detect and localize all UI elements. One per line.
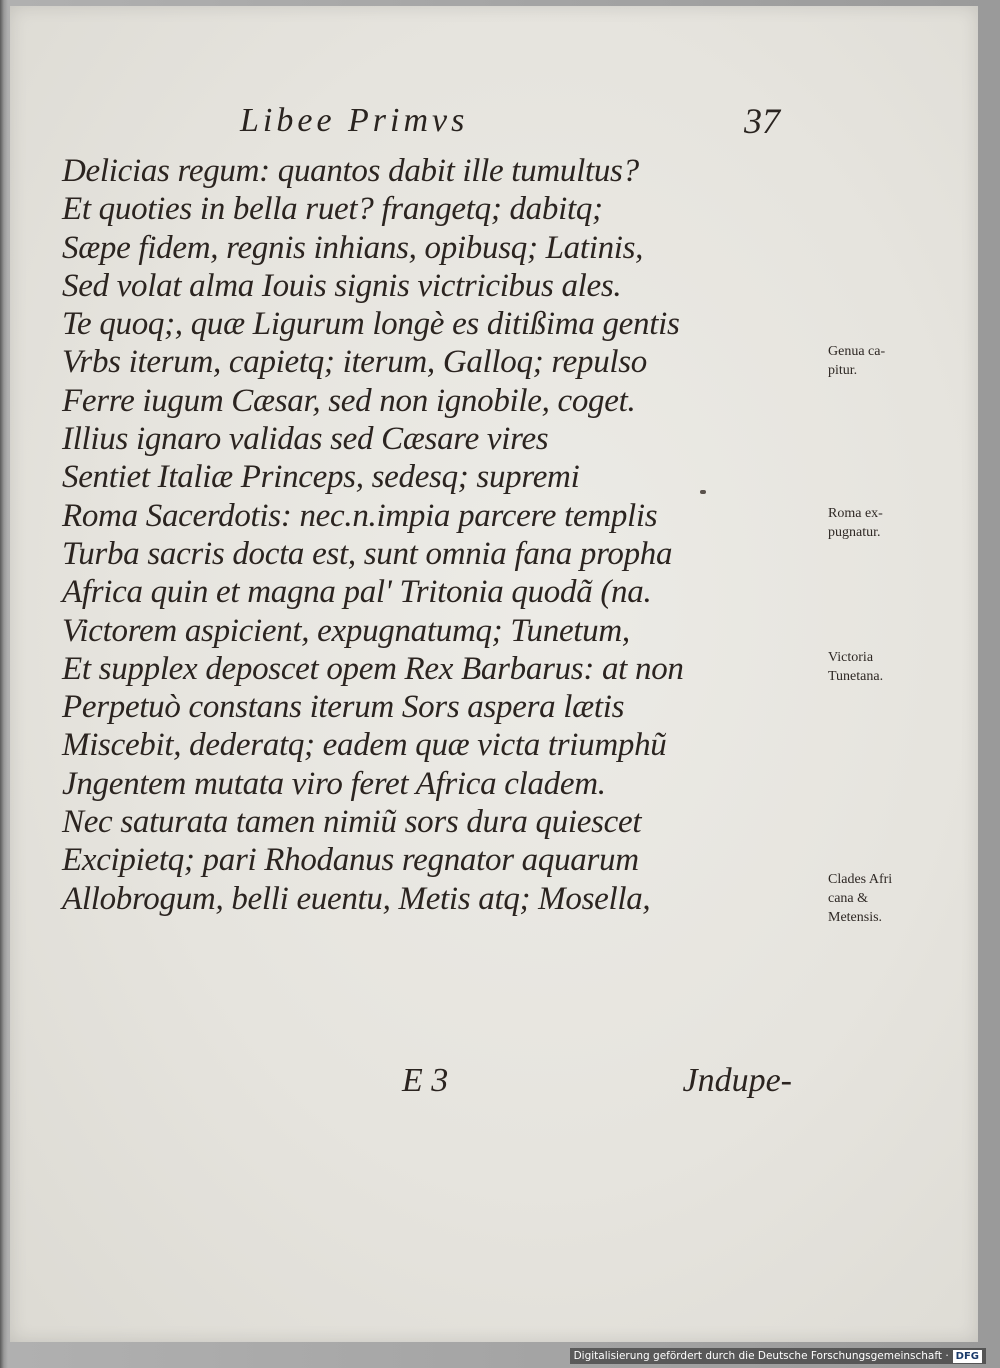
note-line: pugnatur. <box>828 525 881 540</box>
note-line: Victoria <box>828 650 874 665</box>
verse-line: Excipietq; pari Rhodanus regnator aquarum <box>62 842 639 879</box>
verse-line: Te quoq;, quæ Ligurum longè es ditißima gentis <box>62 306 680 343</box>
catchword: Jndupe- <box>682 1062 792 1099</box>
note-line: Genua ca- <box>828 344 886 359</box>
verse-line: Nec saturata tamen nimiũ sors dura quiescet <box>62 804 642 841</box>
note-line: Clades Afri <box>828 872 893 887</box>
dfg-credit-bar <box>570 1348 986 1364</box>
page-footer <box>62 1062 792 1112</box>
verse-line: Et quoties in bella ruet? frangetq; dabitq; <box>62 191 603 228</box>
dfg-logo-icon: DFG <box>953 1350 982 1363</box>
verse-line: Miscebit, dederatq; eadem quæ victa triumphũ <box>62 727 667 764</box>
verse-line: Africa quin et magna pal' Tritonia quodã (na. <box>62 574 652 611</box>
note-line: cana & <box>828 891 869 906</box>
book-page <box>10 6 978 1342</box>
verse-line: Sæpe fidem, regnis inhians, opibusq; Latinis, <box>62 229 644 266</box>
marginal-note-clades <box>828 870 948 927</box>
verse-line: Turba sacris docta est, sunt omnia fana propha <box>62 535 673 572</box>
page-header <box>240 102 780 152</box>
verse-line: Allobrogum, belli euentu, Metis atq; Mosella, <box>62 880 651 917</box>
verse-line: Victorem aspicient, expugnatumq; Tunetum, <box>62 612 630 649</box>
verse-line: Sentiet Italiæ Princeps, sedesq; supremi <box>62 459 580 496</box>
marginal-note-roma <box>828 504 948 542</box>
signature-mark: E 3 <box>402 1062 449 1099</box>
ink-speck <box>700 490 706 494</box>
verse-line: Et supplex deposcet opem Rex Barbarus: at non <box>62 650 684 687</box>
verse-line: Ferre iugum Cæsar, sed non ignobile, coget. <box>62 382 636 419</box>
verse-line: Delicias regum: quantos dabit ille tumultus? <box>62 153 639 189</box>
credit-text: Digitalisierung gefördert durch die Deutsche Forschungsgemeinschaft · <box>573 1350 949 1362</box>
verse-line: Vrbs iterum, capietq; iterum, Galloq; repulso <box>62 344 648 381</box>
note-line: Roma ex- <box>828 506 883 521</box>
note-line: Tunetana. <box>828 669 884 684</box>
verse-line: Jngentem mutata viro feret Africa cladem. <box>62 765 606 802</box>
verse-line: Roma Sacerdotis: nec.n.impia parcere templis <box>62 497 658 534</box>
note-line: Metensis. <box>828 910 883 925</box>
running-title: Libee Primvs <box>240 102 469 139</box>
marginal-note-victoria <box>828 648 948 686</box>
verse-line: Perpetuò constans iterum Sors aspera lætis <box>62 689 625 726</box>
page-number: 37 <box>744 101 780 141</box>
verse-line: Sed volat alma Iouis signis victricibus ales. <box>62 267 622 304</box>
verse-line: Illius ignaro validas sed Cæsare vires <box>62 421 549 458</box>
marginal-note-genua <box>828 342 948 380</box>
verse-block <box>62 152 893 925</box>
note-line: pitur. <box>828 363 858 378</box>
